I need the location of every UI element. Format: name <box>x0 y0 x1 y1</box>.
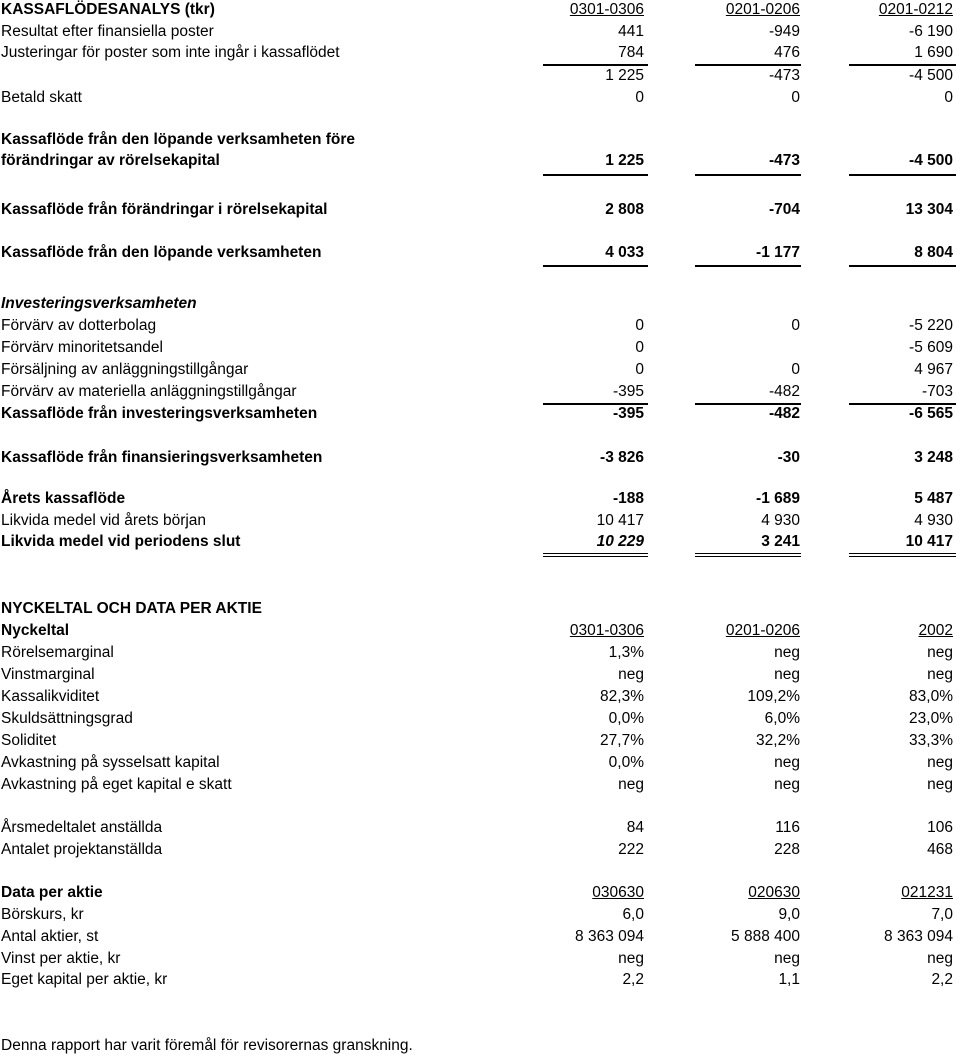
table-row <box>0 151 960 171</box>
table-row <box>0 316 960 336</box>
row-label: Antalet projektanställda <box>1 841 163 858</box>
table-row <box>0 243 960 263</box>
row-label: Vinst per aktie, kr <box>1 950 121 967</box>
row-value-3: -5 220 <box>909 317 953 334</box>
table-row <box>0 687 960 707</box>
row-label: Förvärv av materiella anläggningstillgångar <box>1 383 297 400</box>
col-header-2: 0201-0206 <box>725 1 800 18</box>
row-value-3: 23,0% <box>909 710 953 727</box>
row-value-1: 0 <box>635 317 644 334</box>
row-value-2: neg <box>774 950 800 967</box>
row-label: Kassaflöde från finansieringsverksamheten <box>1 449 323 466</box>
row-value-3: 7,0 <box>931 906 953 923</box>
keyfigures-header-row <box>0 621 960 641</box>
row-value-2: neg <box>774 644 800 661</box>
table-row <box>0 448 960 468</box>
row-value-3: 3 248 <box>914 449 953 466</box>
row-value-2: 3 241 <box>761 533 800 550</box>
row-label: Försäljning av anläggningstillgångar <box>1 361 249 378</box>
row-value-3: 83,0% <box>909 688 953 705</box>
table-row <box>0 927 960 947</box>
row-value-3: neg <box>927 644 953 661</box>
row-value-1: 10 229 <box>596 533 644 550</box>
row-value-3: 4 967 <box>914 361 953 378</box>
table-row <box>0 66 960 86</box>
row-label: Resultat efter finansiella poster <box>1 23 214 40</box>
table-row <box>0 532 960 552</box>
row-value-1: 10 417 <box>596 512 644 529</box>
row-label: Justeringar för poster som inte ingår i kassaflödet <box>1 44 340 61</box>
row-label: Förvärv av dotterbolag <box>1 317 157 334</box>
footer-row <box>0 1036 960 1056</box>
sum-line <box>543 265 648 267</box>
row-value-2: -482 <box>768 405 800 422</box>
table-row <box>0 511 960 531</box>
row-value-2: 9,0 <box>778 906 800 923</box>
table-row <box>0 840 960 860</box>
row-value-2: 116 <box>775 819 800 836</box>
table-row <box>0 88 960 108</box>
cashflow-header-row <box>0 0 960 20</box>
row-value-1: -188 <box>612 490 644 507</box>
row-label: Data per aktie <box>1 884 103 901</box>
row-value-1: 1 225 <box>605 67 644 84</box>
row-label: Betald skatt <box>1 89 82 106</box>
row-value-3: neg <box>927 666 953 683</box>
row-value-2: 32,2% <box>756 732 800 749</box>
row-value-3: 13 304 <box>905 201 953 218</box>
row-value-1: -395 <box>612 405 644 422</box>
table-row <box>0 382 960 402</box>
row-value-1: 441 <box>618 23 644 40</box>
row-value-3: 8 804 <box>914 244 953 261</box>
row-label: Avkastning på sysselsatt kapital <box>1 754 220 771</box>
row-value-2: 4 930 <box>761 512 800 529</box>
row-value-2: -1 689 <box>756 490 800 507</box>
row-value-3: neg <box>927 754 953 771</box>
table-row <box>0 905 960 925</box>
table-row <box>0 360 960 380</box>
table-row <box>0 489 960 509</box>
table-row <box>0 753 960 773</box>
row-label: Vinstmarginal <box>1 666 95 683</box>
sum-line <box>849 174 956 176</box>
row-label: Eget kapital per aktie, kr <box>1 971 168 988</box>
double-sum-line <box>849 553 956 557</box>
row-value-3: 5 487 <box>914 490 953 507</box>
row-label: Antal aktier, st <box>1 928 99 945</box>
row-value-3: 10 417 <box>905 533 953 550</box>
col-header-1: 030630 <box>592 884 644 901</box>
table-row <box>0 818 960 838</box>
row-value-2: neg <box>774 666 800 683</box>
row-label: Kassaflöde från den löpande verksamheten <box>1 244 322 261</box>
table-row <box>0 200 960 220</box>
row-value-1: 82,3% <box>600 688 644 705</box>
row-value-2: -1 177 <box>756 244 800 261</box>
row-value-2: -949 <box>768 23 800 40</box>
row-value-2: 0 <box>791 317 800 334</box>
row-value-2: -704 <box>768 201 800 218</box>
row-value-3: neg <box>927 776 953 793</box>
row-value-2: 5 888 400 <box>731 928 800 945</box>
sum-line <box>849 265 956 267</box>
row-value-1: 784 <box>618 44 644 61</box>
row-value-1: 84 <box>626 819 644 836</box>
row-value-2: 6,0% <box>764 710 800 727</box>
table-row <box>0 970 960 990</box>
row-label: Avkastning på eget kapital e skatt <box>1 776 232 793</box>
col-header-2: 0201-0206 <box>725 622 800 639</box>
row-value-3: 2,2 <box>931 971 953 988</box>
double-sum-line <box>695 553 801 557</box>
row-value-3: -4 500 <box>909 67 953 84</box>
row-value-2: 476 <box>774 44 800 61</box>
table-row <box>0 643 960 663</box>
row-value-3: 468 <box>927 841 953 858</box>
row-label: Skuldsättningsgrad <box>1 710 133 727</box>
col-header-3: 021231 <box>901 884 953 901</box>
row-label: Kassaflöde från den löpande verksamheten före <box>1 131 356 148</box>
col-header-2: 020630 <box>748 884 800 901</box>
row-label: Likvida medel vid årets början <box>1 512 207 529</box>
col-header-3: 0201-0212 <box>878 1 953 18</box>
col-header-3: 2002 <box>918 622 953 639</box>
row-label: Rörelsemarginal <box>1 644 114 661</box>
investing-heading-row <box>0 294 960 314</box>
row-label: Nyckeltal <box>1 622 70 639</box>
sum-line <box>695 174 801 176</box>
row-value-1: neg <box>618 776 644 793</box>
row-label: Förvärv minoritetsandel <box>1 339 163 356</box>
row-value-1: 222 <box>618 841 644 858</box>
row-value-3: 4 930 <box>914 512 953 529</box>
row-value-3: -6 190 <box>909 23 953 40</box>
row-value-1: neg <box>618 950 644 967</box>
row-value-3: 8 363 094 <box>884 928 953 945</box>
row-label: Kassalikviditet <box>1 688 100 705</box>
row-value-3: neg <box>927 950 953 967</box>
row-value-1: 2,2 <box>622 971 644 988</box>
row-value-1: neg <box>618 666 644 683</box>
table-row <box>0 22 960 42</box>
row-value-2: 0 <box>791 361 800 378</box>
col-header-1: 0301-0306 <box>569 1 644 18</box>
row-value-3: 33,3% <box>909 732 953 749</box>
row-label: Soliditet <box>1 732 57 749</box>
row-label: Kassaflöde från investeringsverksamheten <box>1 405 318 422</box>
row-value-1: -395 <box>612 383 644 400</box>
row-value-2: -473 <box>768 67 800 84</box>
table-row <box>0 731 960 751</box>
table-row <box>0 949 960 969</box>
sum-line <box>695 265 801 267</box>
row-value-3: -5 609 <box>909 339 953 356</box>
row-label: Årsmedeltalet anställda <box>1 819 163 836</box>
row-value-3: -4 500 <box>909 152 953 169</box>
section-heading: Investeringsverksamheten <box>1 295 197 312</box>
sum-line <box>543 174 648 176</box>
row-value-1: 1 225 <box>605 152 644 169</box>
row-value-3: 106 <box>927 819 953 836</box>
row-value-2: 1,1 <box>778 971 800 988</box>
row-label: Börskurs, kr <box>1 906 84 923</box>
row-value-1: 6,0 <box>622 906 644 923</box>
row-value-3: -6 565 <box>909 405 953 422</box>
cashflow-title: KASSAFLÖDESANALYS (tkr) <box>1 1 215 18</box>
row-value-3: 0 <box>944 89 953 106</box>
table-row <box>0 130 960 150</box>
table-row <box>0 43 960 63</box>
row-value-2: -473 <box>768 152 800 169</box>
row-value-1: -3 826 <box>600 449 644 466</box>
row-label: förändringar av rörelsekapital <box>1 152 220 169</box>
table-row <box>0 775 960 795</box>
section-title: NYCKELTAL OCH DATA PER AKTIE <box>1 600 262 617</box>
row-label: Likvida medel vid periodens slut <box>1 533 241 550</box>
row-value-1: 4 033 <box>605 244 644 261</box>
table-row <box>0 404 960 424</box>
row-value-3: 1 690 <box>914 44 953 61</box>
row-value-1: 0 <box>635 89 644 106</box>
row-value-1: 0 <box>635 339 644 356</box>
row-label: Årets kassaflöde <box>1 490 126 507</box>
col-header-1: 0301-0306 <box>569 622 644 639</box>
table-row <box>0 709 960 729</box>
row-value-2: 228 <box>774 841 800 858</box>
table-row <box>0 338 960 358</box>
pershare-header-row <box>0 883 960 903</box>
row-value-1: 1,3% <box>608 644 644 661</box>
row-value-2: neg <box>774 754 800 771</box>
row-value-1: 0,0% <box>608 754 644 771</box>
audit-note: Denna rapport har varit föremål för revisorernas granskning. <box>1 1037 413 1054</box>
row-value-1: 0,0% <box>608 710 644 727</box>
row-value-1: 2 808 <box>605 201 644 218</box>
row-value-1: 0 <box>635 361 644 378</box>
table-row <box>0 665 960 685</box>
row-label: Kassaflöde från förändringar i rörelsekapital <box>1 201 328 218</box>
row-value-2: -30 <box>777 449 800 466</box>
row-value-2: neg <box>774 776 800 793</box>
row-value-2: 0 <box>791 89 800 106</box>
row-value-2: -482 <box>768 383 800 400</box>
row-value-2: 109,2% <box>747 688 800 705</box>
row-value-1: 8 363 094 <box>575 928 644 945</box>
double-sum-line <box>543 553 648 557</box>
row-value-1: 27,7% <box>600 732 644 749</box>
row-value-3: -703 <box>921 383 953 400</box>
keyfigures-title-row <box>0 599 960 619</box>
